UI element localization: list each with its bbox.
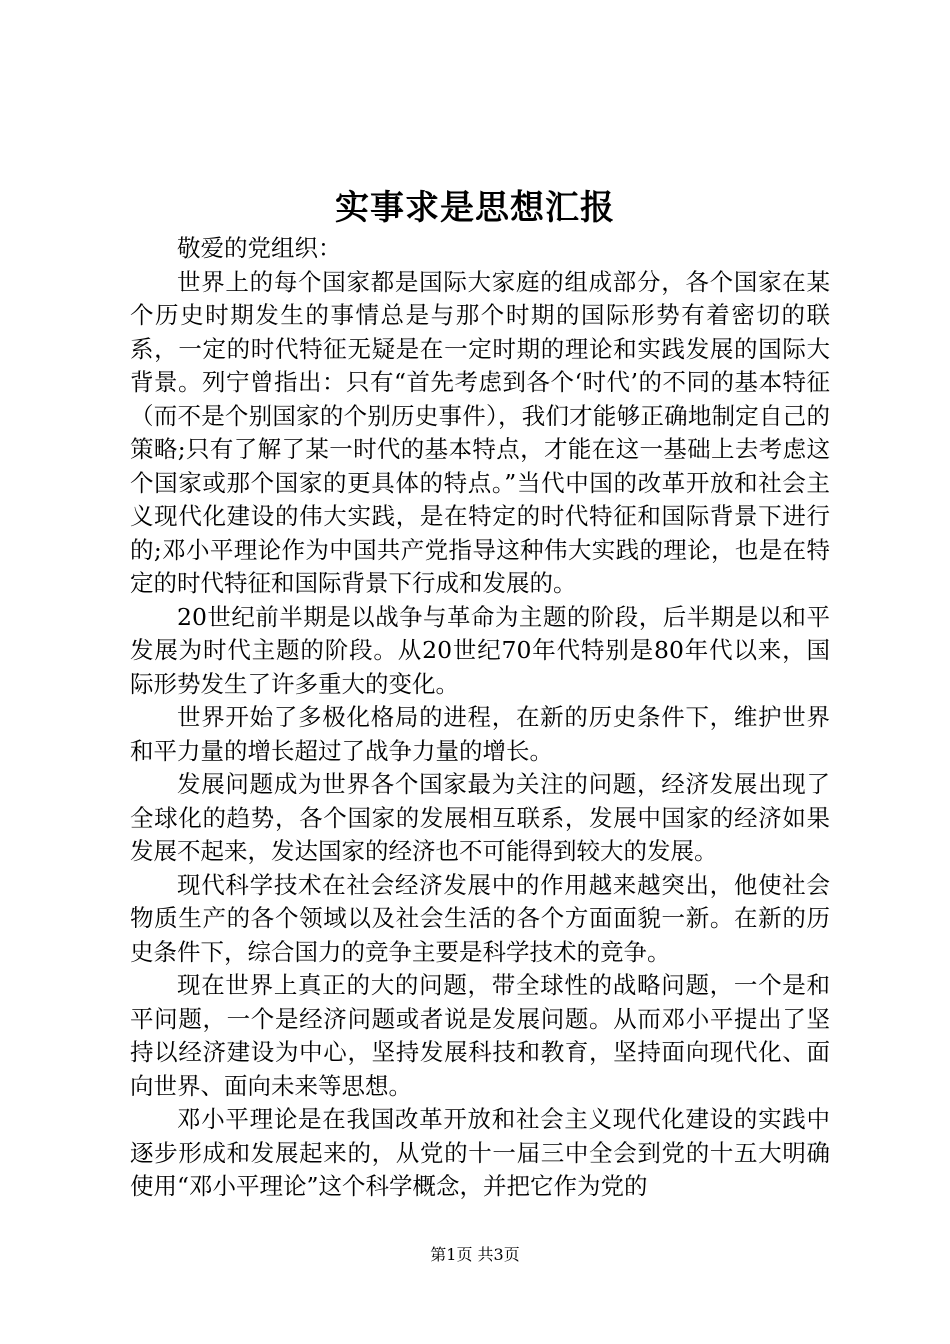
paragraph-1: 世界上的每个国家都是国际大家庭的组成部分，各个国家在某个历史时期发生的事情总是与那个时期的国际形势有着密切的联系，一定的时代特征无疑是在一定时期的理论和实践发展的国际大背景。列宁曾指出：只有“首先考虑到各个‘时代’的不同的基本特征（而不是个别国家的个别历史事件），我们才能够正确地制定自己的策略;只有了解了某一时代的基本特点，才能在这一基础上去考虑这个国家或那个国家的更具体的特点。”当代中国的改革开放和社会主义现代化建设的伟大实践，是在特定的时代特征和国际背景下进行的;邓小平理论作为中国共产党指导这种伟大实践的理论，也是在特定的时代特征和国际背景下行成和发展的。 (130, 267, 830, 597)
document-title: 实事求是思想汇报 (335, 188, 615, 228)
paragraph-7: 邓小平理论是在我国改革开放和社会主义现代化建设的实践中逐步形成和发展起来的，从党的十一届三中全会到党的十五大明确使用“邓小平理论”这个科学概念，并把它作为党的 (130, 1105, 830, 1200)
paragraph-3: 世界开始了多极化格局的进程，在新的历史条件下，维护世界和平力量的增长超过了战争力量的增长。 (130, 703, 830, 765)
document-body (130, 232, 830, 1204)
paragraph-2: 20世纪前半期是以战争与革命为主题的阶段，后半期是以和平发展为时代主题的阶段。从20世纪70年代特别是80年代以来，国际形势发生了许多重大的变化。 (130, 602, 830, 698)
paragraph-6: 现在世界上真正的大的问题，带全球性的战略问题，一个是和平问题，一个是经济问题或者说是发展问题。从而邓小平提出了坚持以经济建设为中心，坚持发展科技和教育，坚持面向现代化、面向世界、面向未来等思想。 (130, 971, 830, 1100)
salutation: 敬爱的党组织： (177, 234, 342, 262)
page-number-footer: 第1页 共3页 (430, 1245, 520, 1264)
paragraph-4: 发展问题成为世界各个国家最为关注的问题，经济发展出现了全球化的趋势，各个国家的发展相互联系，发展中国家的经济如果发展不起来，发达国家的经济也不可能得到较大的发展。 (130, 770, 830, 865)
paragraph-5: 现代科学技术在社会经济发展中的作用越来越突出，他使社会物质生产的各个领域以及社会生活的各个方面面貌一新。在新的历史条件下，综合国力的竞争主要是科学技术的竞争。 (130, 870, 830, 966)
